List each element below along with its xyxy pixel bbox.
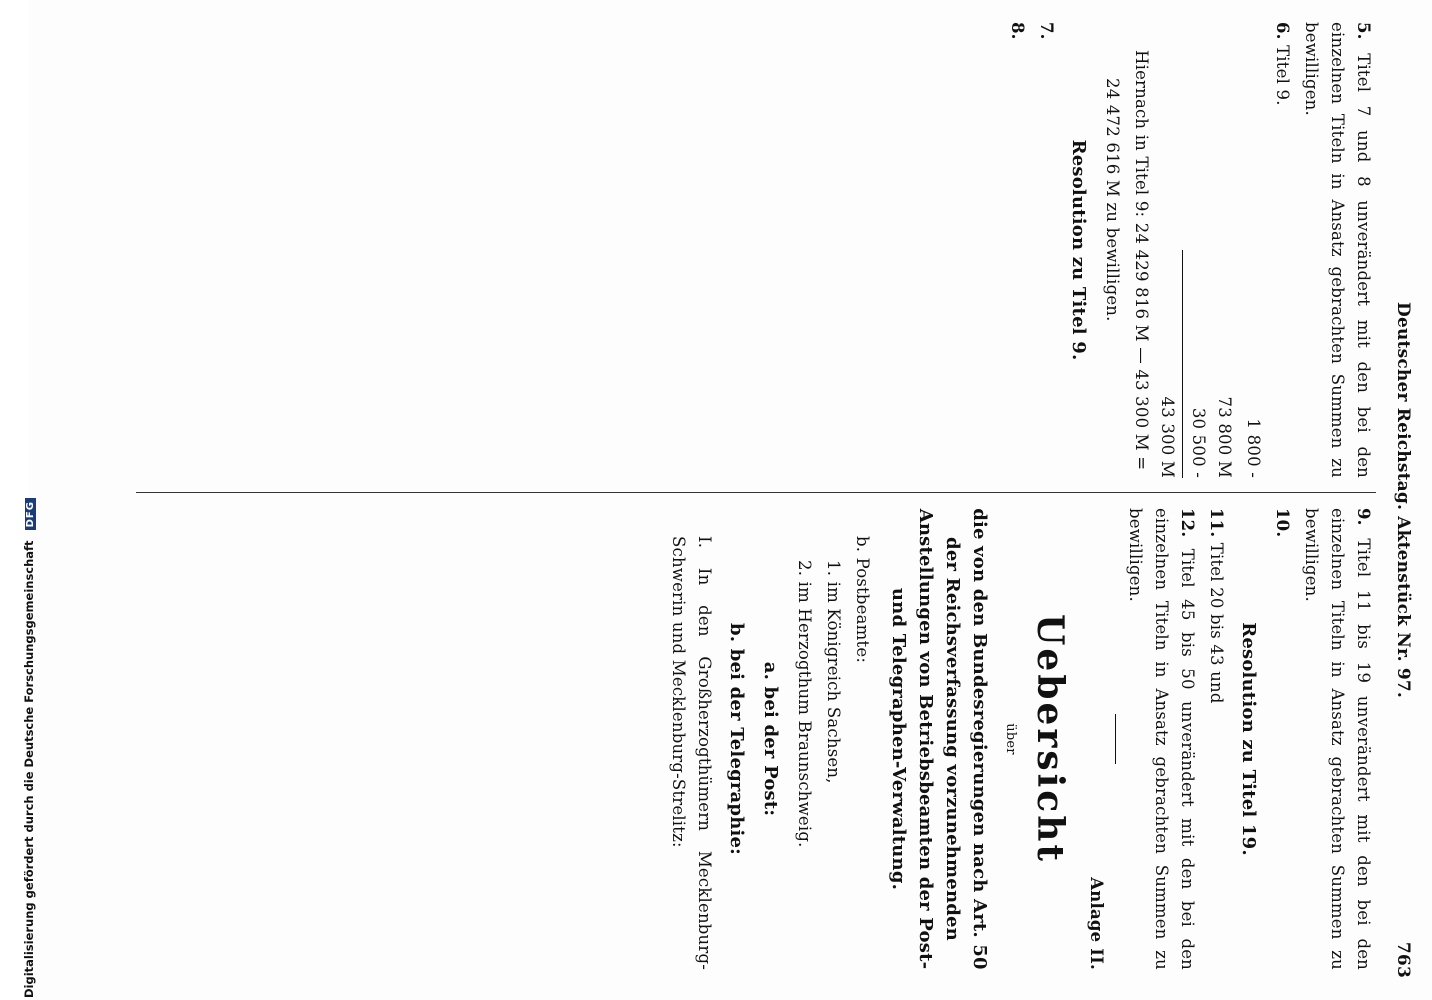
item-12: 12. Titel 45 bis 50 unverändert mit den bei den einzelnen Titeln in Ansatz gebrachten Summen zu bewilligen.	[1126, 508, 1197, 970]
credit-label: Digitalisierung gefördert durch die Deutsche Forschungsgemeinschaft	[22, 540, 36, 998]
running-head	[1386, 22, 1416, 978]
resolution-9-heading: Resolution zu Titel 9.	[1068, 139, 1089, 361]
annex-subtitle: die von den Bundesregierungen nach Art. 50 der Reichsverfassung vorzunehmenden Anstellungen von Betriebsbeamten der Post- und Telegraphen-Verwaltung.	[888, 508, 990, 970]
para-I: I. In den Großherzogthümern Mecklenburg-Schwerin und Mecklenburg-Strelitz:	[669, 536, 714, 970]
item-6-d-amount: 1 800 -	[1244, 418, 1263, 478]
digitization-credit-text	[22, 18, 36, 998]
page-number: 763	[1393, 941, 1413, 978]
sum-rule	[1182, 250, 1183, 478]
total-line-2: 24 472 616 M zu bewilligen.	[1103, 78, 1122, 322]
item-5: 5. Titel 7 und 8 unverändert mit den bei den einzelnen Titeln in Ansatz gebrachten Summen zu bewilligen.	[1302, 22, 1373, 478]
sum-1: 73 800 M	[1215, 396, 1234, 478]
item-10	[1269, 508, 1295, 970]
column-rule	[136, 492, 1376, 493]
dfg-logo: DFG	[25, 498, 36, 530]
item-10-number: 10.	[1273, 508, 1292, 538]
item-6-e	[1099, 22, 1237, 478]
item-9-text: Titel 11 bis 19 unverändert mit den bei den einzelnen Titeln in Ansatz gebrachten Summen zu bewilligen.	[1302, 508, 1373, 970]
item-11-text: Titel 20 bis 43 und	[1207, 542, 1226, 704]
annex-title-sub: über	[1003, 723, 1018, 755]
sub-heading-telegraphie: b. bei der Telegraphie:	[726, 622, 747, 856]
annex-title: Uebersicht	[1029, 613, 1071, 864]
sum-2: 30 500 -	[1189, 407, 1208, 478]
postbeamte-heading: b. Postbeamte:	[853, 536, 872, 664]
item-5-text: Titel 7 und 8 unverändert mit den bei den einzelnen Titeln in Ansatz gebrachten Summen zu bewilligen.	[1302, 22, 1373, 478]
sub-heading-post: a. bei der Post:	[760, 661, 781, 817]
item-12-text: Titel 45 bis 50 unverändert mit den bei den einzelnen Titeln in Ansatz gebrachten Summen zu bewilligen.	[1126, 508, 1197, 970]
item-11: 11. Titel 20 bis 43 und	[1207, 508, 1226, 704]
rotated-page	[126, 22, 1416, 978]
item-9: 9. Titel 11 bis 19 unverändert mit den bei den einzelnen Titeln in Ansatz gebrachten Summen zu bewilligen.	[1302, 508, 1373, 970]
item-8-number: 8.	[1008, 22, 1027, 40]
total-line: Hiernach in Titel 9: 24 429 816 M — 43 300 M =	[1132, 50, 1151, 471]
resolution-19-heading: Resolution zu Titel 19.	[1238, 622, 1259, 856]
digitization-credit	[0, 0, 36, 1000]
list-braunschweig: 2. im Herzogthum Braunschweig.	[795, 560, 814, 848]
item-6-d	[1240, 22, 1266, 478]
sum-3: 43 300 M	[1158, 396, 1177, 478]
item-6-text: Titel 9.	[1273, 45, 1292, 106]
item-7-number: 7.	[1037, 22, 1056, 40]
left-column	[1001, 22, 1376, 478]
annex-label: Anlage II.	[1087, 877, 1106, 970]
item-8	[1004, 22, 1030, 478]
right-column	[662, 508, 1376, 970]
section-divider	[1115, 714, 1116, 764]
item-6: 6. Titel 9.	[1273, 22, 1292, 106]
item-7	[1033, 22, 1059, 478]
running-head-title: Deutscher Reichstag. Aktenstück Nr. 97.	[1393, 302, 1413, 698]
list-sachsen: 1. im Königreich Sachsen,	[824, 560, 843, 784]
